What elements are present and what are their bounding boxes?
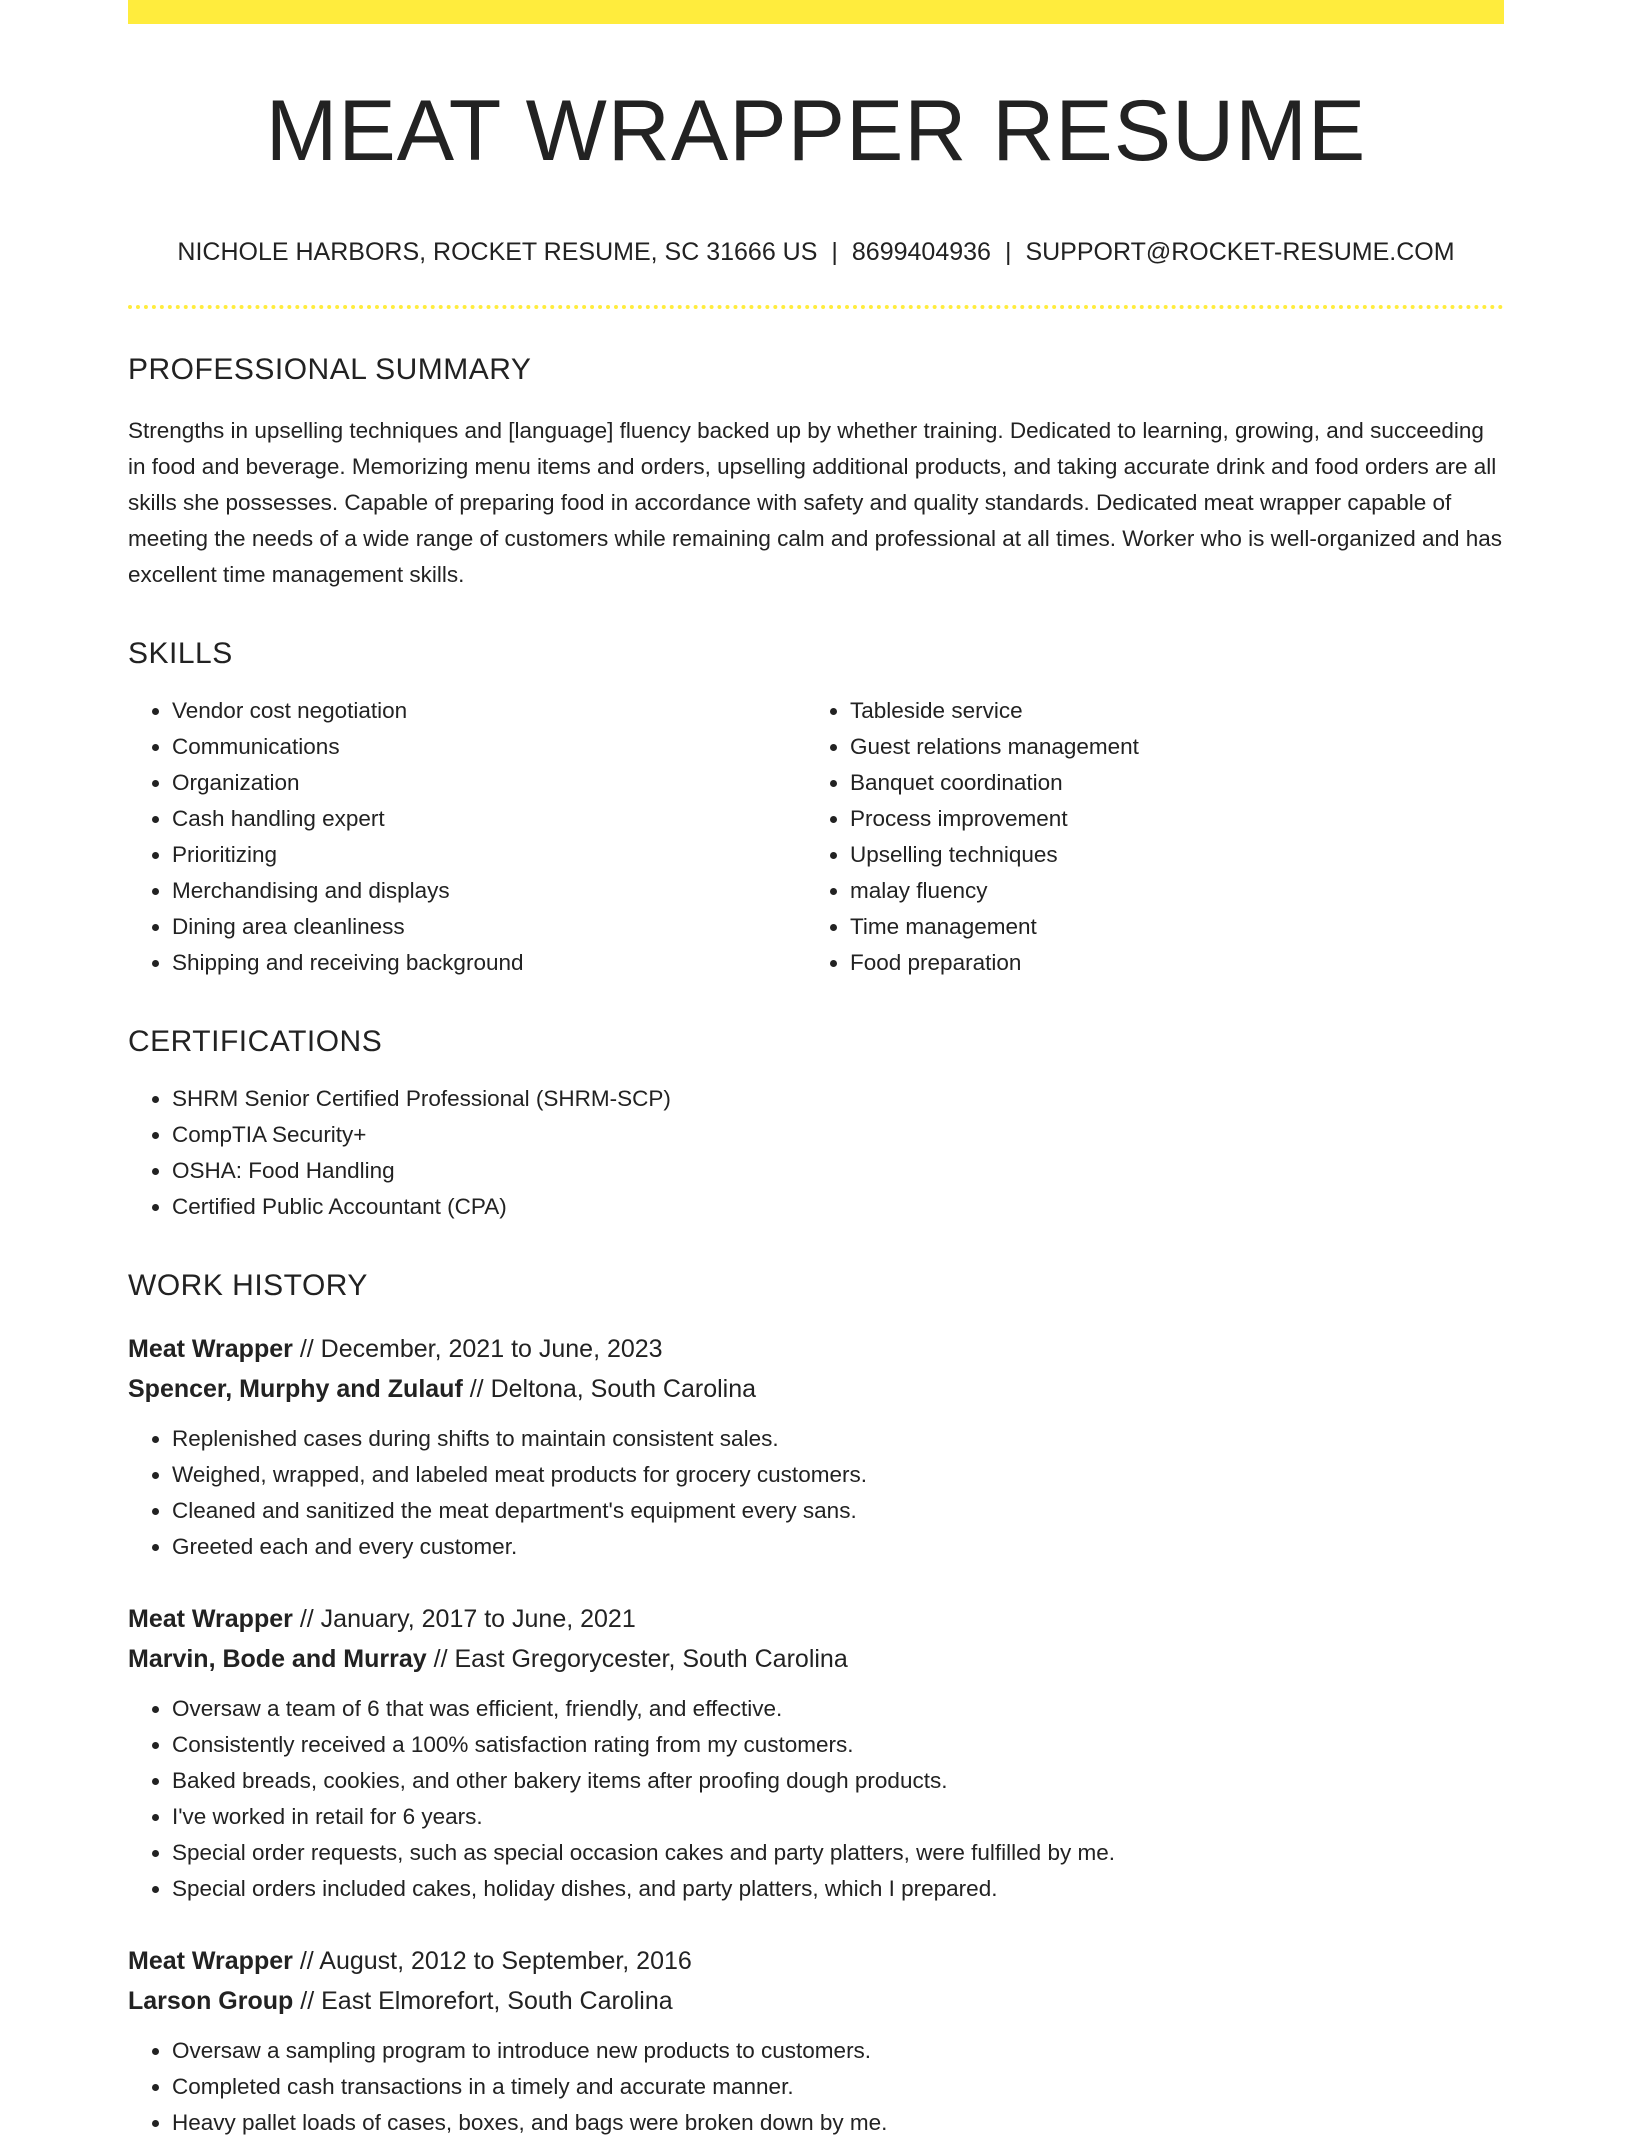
skill-item: • Dining area cleanliness (172, 909, 806, 945)
job-bullet: • Weighed, wrapped, and labeled meat products for grocery customers. (172, 1457, 1504, 1493)
job-bullet: • Completed cash transactions in a timely and accurate manner. (172, 2069, 1504, 2105)
job-company-line (128, 1981, 1504, 2021)
job-company-line (128, 1369, 1504, 1409)
job-location: Deltona, South Carolina (490, 1374, 757, 1403)
job-bullets (128, 1691, 1504, 1907)
job-separator: // (299, 1604, 314, 1633)
skill-item: • Shipping and receiving background (172, 945, 806, 981)
skill-item: • Time management (850, 909, 1484, 945)
certifications-heading: CERTIFICATIONS (128, 1024, 383, 1058)
job-company: Spencer, Murphy and Zulauf (128, 1374, 463, 1403)
resume-page (128, 0, 1504, 2141)
job-bullets (128, 1421, 1504, 1565)
skill-item: • Upselling techniques (850, 837, 1484, 873)
skills-list-right (806, 693, 1484, 981)
job-dates: December, 2021 to June, 2023 (320, 1334, 663, 1363)
job-title: Meat Wrapper (128, 1334, 293, 1363)
job-title-line (128, 1941, 1504, 1981)
job-bullet: • Special order requests, such as special occasion cakes and party platters, were fulfilled by me. (172, 1835, 1504, 1871)
job-title: Meat Wrapper (128, 1946, 293, 1975)
certification-item: • Certified Public Accountant (CPA) (172, 1189, 1504, 1225)
job-separator: // (433, 1644, 448, 1673)
job-entry (128, 1329, 1504, 1565)
contact-address: NICHOLE HARBORS, ROCKET RESUME, SC 31666 US (177, 237, 818, 266)
contact-email: SUPPORT@ROCKET-RESUME.COM (1025, 237, 1455, 266)
certification-item: • OSHA: Food Handling (172, 1153, 1504, 1189)
job-separator: // (299, 1334, 314, 1363)
skill-item: • Banquet coordination (850, 765, 1484, 801)
skill-item: • Cash handling expert (172, 801, 806, 837)
job-bullet: • Special orders included cakes, holiday dishes, and party platters, which I prepared. (172, 1871, 1504, 1907)
job-bullet: • Replenished cases during shifts to maintain consistent sales. (172, 1421, 1504, 1457)
skills-column-right (806, 693, 1484, 981)
job-company: Larson Group (128, 1986, 294, 2015)
job-title-line (128, 1599, 1504, 1639)
skill-item: • Tableside service (850, 693, 1484, 729)
job-location: East Gregorycester, South Carolina (454, 1644, 848, 1673)
skill-item: • Communications (172, 729, 806, 765)
summary-text: Strengths in upselling techniques and [language] fluency backed up by whether training. Dedicated to learning, growing, and succeeding in food and beverage. Memorizing menu items and orders, upselling additional products, and taking accurate drink and food orders are all skills she possesses. Capable of preparing food in accordance with safety and quality standards. Dedicated meat wrapper capable of meeting the needs of a wide range of customers while remaining calm and professional at all times. Worker who is well-organized and has excellent time management skills. (128, 417, 1503, 587)
resume-title: MEAT WRAPPER RESUME (265, 83, 1367, 179)
job-separator: // (469, 1374, 484, 1403)
job-entry (128, 1599, 1504, 1907)
job-bullet: • Heavy pallet loads of cases, boxes, and bags were broken down by me. (172, 2105, 1504, 2141)
job-location: East Elmorefort, South Carolina (321, 1986, 673, 2015)
job-company-line (128, 1639, 1504, 1679)
job-bullet: • I've worked in retail for 6 years. (172, 1799, 1504, 1835)
summary-heading: PROFESSIONAL SUMMARY (128, 352, 532, 386)
job-entry (128, 1941, 1504, 2141)
job-separator: // (299, 1946, 314, 1975)
contact-line (128, 237, 1504, 267)
certifications-list (128, 1081, 1504, 1225)
skill-item: • Process improvement (850, 801, 1484, 837)
job-bullet: • Consistently received a 100% satisfaction rating from my customers. (172, 1727, 1504, 1763)
job-bullet: • Cleaned and sanitized the meat department's equipment every sans. (172, 1493, 1504, 1529)
skill-item: • Prioritizing (172, 837, 806, 873)
header-divider (128, 305, 1504, 309)
contact-separator: | (831, 237, 838, 266)
skill-item: • Vendor cost negotiation (172, 693, 806, 729)
skills-list-left (128, 693, 806, 981)
contact-separator: | (1004, 237, 1012, 266)
top-accent-bar (128, 0, 1504, 24)
job-bullet: • Oversaw a team of 6 that was efficient, friendly, and effective. (172, 1691, 1504, 1727)
job-title-line (128, 1329, 1504, 1369)
job-bullet: • Oversaw a sampling program to introduce new products to customers. (172, 2033, 1504, 2069)
skills-grid (128, 693, 1504, 981)
certification-item: • SHRM Senior Certified Professional (SHRM-SCP) (172, 1081, 1504, 1117)
job-company: Marvin, Bode and Murray (128, 1644, 427, 1673)
job-title: Meat Wrapper (128, 1604, 293, 1633)
job-dates: August, 2012 to September, 2016 (319, 1946, 692, 1975)
skills-heading: SKILLS (128, 636, 233, 670)
skill-item: • malay fluency (850, 873, 1484, 909)
skill-item: • Organization (172, 765, 806, 801)
skill-item: • Merchandising and displays (172, 873, 806, 909)
skills-column-left (128, 693, 806, 981)
job-bullets (128, 2033, 1504, 2141)
work-history-heading: WORK HISTORY (128, 1268, 368, 1302)
job-bullet: • Baked breads, cookies, and other bakery items after proofing dough products. (172, 1763, 1504, 1799)
job-separator: // (300, 1986, 315, 2015)
certification-item: • CompTIA Security+ (172, 1117, 1504, 1153)
job-bullet: • Greeted each and every customer. (172, 1529, 1504, 1565)
skill-item: • Guest relations management (850, 729, 1484, 765)
job-dates: January, 2017 to June, 2021 (320, 1604, 636, 1633)
contact-phone: 8699404936 (851, 237, 991, 266)
skill-item: • Food preparation (850, 945, 1484, 981)
